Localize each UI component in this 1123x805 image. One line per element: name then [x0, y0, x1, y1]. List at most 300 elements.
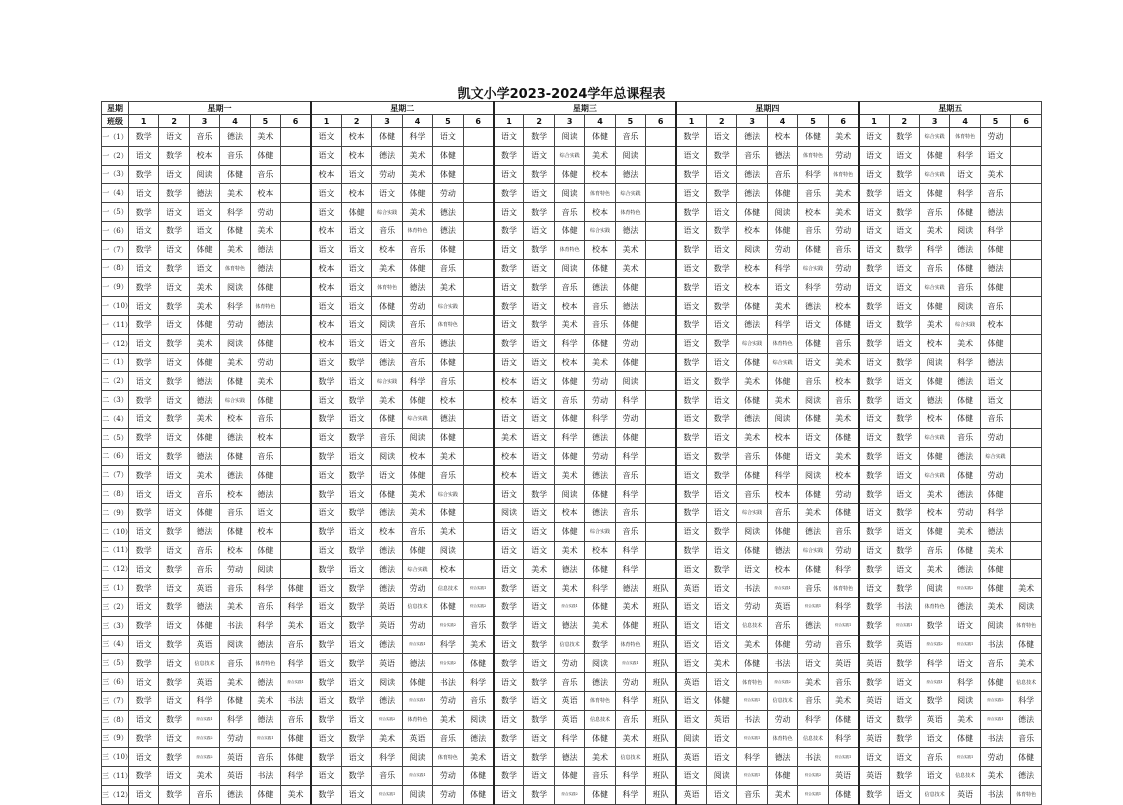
lesson-cell: 语文: [889, 466, 919, 485]
lesson-cell: [281, 315, 311, 334]
lesson-cell: 美术: [980, 597, 1010, 616]
lesson-cell: [646, 240, 676, 259]
lesson-cell: 德法: [250, 259, 280, 278]
lesson-cell: 数学: [524, 165, 554, 184]
lesson-cell: 班队: [646, 785, 676, 804]
lesson-cell: 音乐: [980, 409, 1010, 428]
lesson-cell: 语文: [159, 278, 189, 297]
lesson-cell: 校本: [919, 334, 949, 353]
lesson-cell: 劳动: [615, 673, 645, 692]
lesson-cell: 英语: [767, 597, 797, 616]
lesson-cell: [281, 128, 311, 147]
lesson-cell: 体健: [737, 203, 767, 222]
lesson-cell: 校本: [311, 315, 341, 334]
period-number: 3: [737, 115, 767, 128]
class-label: 一（6）: [102, 221, 129, 240]
lesson-cell: 劳动: [798, 635, 828, 654]
lesson-cell: 科学: [615, 767, 645, 786]
lesson-cell: 数学: [676, 278, 706, 297]
lesson-cell: 体健: [402, 184, 432, 203]
lesson-cell: 数学: [159, 184, 189, 203]
lesson-cell: 科学: [615, 447, 645, 466]
class-label: 一（3）: [102, 165, 129, 184]
lesson-cell: 综合实践1: [281, 673, 311, 692]
lesson-cell: 语文: [341, 259, 371, 278]
lesson-cell: [646, 334, 676, 353]
lesson-cell: 音乐: [402, 334, 432, 353]
lesson-cell: 科学: [950, 673, 980, 692]
lesson-cell: 综合实践: [220, 391, 250, 410]
lesson-cell: 语文: [707, 635, 737, 654]
lesson-cell: 语文: [676, 560, 706, 579]
lesson-cell: 美术: [980, 165, 1010, 184]
lesson-cell: [463, 522, 493, 541]
lesson-cell: [463, 221, 493, 240]
lesson-cell: 体健: [737, 466, 767, 485]
lesson-cell: 音乐: [980, 654, 1010, 673]
lesson-cell: 体健: [615, 315, 645, 334]
lesson-cell: 语文: [524, 372, 554, 391]
lesson-cell: 美术: [372, 391, 402, 410]
lesson-cell: 语文: [524, 597, 554, 616]
lesson-cell: 科学: [585, 409, 615, 428]
lesson-cell: 德法: [1011, 767, 1042, 786]
lesson-cell: 语文: [341, 635, 371, 654]
lesson-cell: 数学: [707, 447, 737, 466]
lesson-cell: 信息技术: [585, 710, 615, 729]
lesson-cell: [281, 503, 311, 522]
lesson-cell: 数学: [129, 466, 159, 485]
lesson-cell: 语文: [129, 560, 159, 579]
lesson-cell: 体健: [950, 409, 980, 428]
lesson-cell: 德法: [372, 560, 402, 579]
lesson-cell: 数学: [889, 541, 919, 560]
lesson-cell: 体健: [980, 560, 1010, 579]
lesson-cell: 班队: [646, 767, 676, 786]
lesson-cell: 英语: [554, 710, 584, 729]
class-label: 一（12）: [102, 334, 129, 353]
lesson-cell: 体健: [372, 485, 402, 504]
lesson-cell: [1011, 240, 1042, 259]
lesson-cell: 德法: [798, 522, 828, 541]
lesson-cell: 语文: [494, 315, 524, 334]
lesson-cell: [646, 165, 676, 184]
lesson-cell: 音乐: [433, 372, 463, 391]
lesson-cell: 劳动: [615, 409, 645, 428]
lesson-cell: 校本: [341, 146, 371, 165]
class-label: 三（11）: [102, 767, 129, 786]
lesson-cell: [1011, 259, 1042, 278]
lesson-cell: 阅读: [798, 466, 828, 485]
lesson-cell: [281, 259, 311, 278]
lesson-cell: 语文: [707, 315, 737, 334]
lesson-cell: 体健: [980, 334, 1010, 353]
lesson-cell: 体健: [737, 391, 767, 410]
lesson-cell: 综合实践1: [828, 616, 858, 635]
lesson-cell: 综合实践: [615, 184, 645, 203]
lesson-cell: [281, 428, 311, 447]
lesson-cell: 体健: [919, 297, 949, 316]
lesson-cell: 数学: [341, 503, 371, 522]
lesson-cell: 数学: [524, 315, 554, 334]
lesson-cell: 音乐: [798, 372, 828, 391]
lesson-cell: 语文: [889, 278, 919, 297]
lesson-cell: 数学: [311, 710, 341, 729]
lesson-cell: 语文: [189, 221, 219, 240]
lesson-cell: [463, 503, 493, 522]
lesson-cell: 语文: [919, 729, 949, 748]
lesson-cell: 数学: [707, 466, 737, 485]
lesson-cell: 英语: [676, 785, 706, 804]
class-label: 三（12）: [102, 785, 129, 804]
header-day-wednesday: 星期三: [494, 102, 677, 115]
lesson-cell: 语文: [859, 315, 889, 334]
lesson-cell: 语文: [707, 748, 737, 767]
lesson-cell: 数学: [159, 146, 189, 165]
header-day-friday: 星期五: [859, 102, 1042, 115]
lesson-cell: 劳动: [737, 597, 767, 616]
lesson-cell: 综合实践1: [950, 748, 980, 767]
lesson-cell: 数学: [129, 579, 159, 598]
lesson-cell: 音乐: [919, 259, 949, 278]
lesson-cell: 德法: [433, 409, 463, 428]
lesson-cell: 语文: [798, 315, 828, 334]
lesson-cell: [646, 278, 676, 297]
lesson-cell: 语文: [494, 785, 524, 804]
lesson-cell: 语文: [129, 409, 159, 428]
lesson-cell: 校本: [250, 184, 280, 203]
lesson-cell: 科学: [615, 541, 645, 560]
lesson-cell: 语文: [889, 146, 919, 165]
lesson-cell: 数学: [889, 654, 919, 673]
class-label: 一（2）: [102, 146, 129, 165]
lesson-cell: 劳动: [980, 128, 1010, 147]
lesson-cell: 美术: [372, 729, 402, 748]
lesson-cell: 德法: [220, 128, 250, 147]
lesson-cell: 美术: [980, 541, 1010, 560]
lesson-cell: 体健: [189, 353, 219, 372]
lesson-cell: 德法: [737, 128, 767, 147]
lesson-cell: 书法: [767, 654, 797, 673]
lesson-cell: 校本: [828, 372, 858, 391]
lesson-cell: 体育特色: [828, 579, 858, 598]
lesson-cell: 校本: [585, 240, 615, 259]
lesson-cell: 阅读: [554, 259, 584, 278]
class-row: [102, 128, 1042, 147]
lesson-cell: 语文: [341, 485, 371, 504]
lesson-cell: 数学: [311, 409, 341, 428]
lesson-cell: 语文: [524, 729, 554, 748]
lesson-cell: 体健: [554, 447, 584, 466]
period-number: 1: [859, 115, 889, 128]
lesson-cell: 德法: [950, 560, 980, 579]
lesson-cell: 语文: [311, 579, 341, 598]
lesson-cell: 音乐: [220, 146, 250, 165]
lesson-cell: [646, 522, 676, 541]
lesson-cell: 科学: [919, 240, 949, 259]
lesson-cell: 校本: [311, 165, 341, 184]
lesson-cell: 阅读: [372, 315, 402, 334]
lesson-cell: 语文: [494, 635, 524, 654]
lesson-cell: 科学: [554, 334, 584, 353]
lesson-cell: 阅读: [950, 221, 980, 240]
lesson-cell: 校本: [494, 466, 524, 485]
class-row: [102, 372, 1042, 391]
lesson-cell: 音乐: [220, 579, 250, 598]
lesson-cell: 语文: [311, 466, 341, 485]
lesson-cell: 数学: [159, 221, 189, 240]
period-number: 1: [311, 115, 341, 128]
lesson-cell: 数学: [341, 767, 371, 786]
lesson-cell: [1011, 428, 1042, 447]
lesson-cell: 综合实践2: [798, 767, 828, 786]
lesson-cell: 音乐: [585, 767, 615, 786]
lesson-cell: 科学: [372, 748, 402, 767]
lesson-cell: 综合实践: [919, 128, 949, 147]
lesson-cell: 阅读: [1011, 597, 1042, 616]
lesson-cell: [646, 146, 676, 165]
lesson-cell: 体健: [250, 278, 280, 297]
lesson-cell: 数学: [159, 522, 189, 541]
lesson-cell: 班队: [646, 579, 676, 598]
lesson-cell: 数学: [676, 353, 706, 372]
lesson-cell: 阅读: [737, 240, 767, 259]
lesson-cell: 体健: [341, 203, 371, 222]
lesson-cell: 数学: [889, 165, 919, 184]
lesson-cell: 综合实践2: [463, 597, 493, 616]
lesson-cell: 综合实践: [433, 485, 463, 504]
lesson-cell: 体健: [737, 297, 767, 316]
lesson-cell: 美术: [189, 334, 219, 353]
lesson-cell: 语文: [707, 541, 737, 560]
lesson-cell: 语文: [859, 409, 889, 428]
lesson-cell: 语文: [676, 372, 706, 391]
class-row: [102, 597, 1042, 616]
lesson-cell: 语文: [676, 184, 706, 203]
lesson-cell: 德法: [950, 485, 980, 504]
lesson-cell: 德法: [250, 710, 280, 729]
lesson-cell: 美术: [585, 616, 615, 635]
lesson-cell: 数学: [159, 748, 189, 767]
lesson-cell: 语文: [707, 203, 737, 222]
period-number: 2: [889, 115, 919, 128]
period-number: 4: [220, 115, 250, 128]
lesson-cell: 体健: [767, 767, 797, 786]
class-row: [102, 635, 1042, 654]
lesson-cell: [646, 391, 676, 410]
period-number: 5: [615, 115, 645, 128]
lesson-cell: 数学: [129, 315, 159, 334]
lesson-cell: 校本: [402, 447, 432, 466]
lesson-cell: 体健: [433, 165, 463, 184]
lesson-cell: 劳动: [980, 748, 1010, 767]
lesson-cell: 科学: [828, 597, 858, 616]
lesson-cell: 数学: [341, 353, 371, 372]
lesson-cell: 美术: [433, 278, 463, 297]
class-label: 一（4）: [102, 184, 129, 203]
lesson-cell: 阅读: [554, 184, 584, 203]
lesson-cell: 音乐: [980, 184, 1010, 203]
lesson-cell: 阅读: [980, 616, 1010, 635]
class-row: [102, 503, 1042, 522]
header-day-tuesday: 星期二: [311, 102, 494, 115]
lesson-cell: 科学: [950, 353, 980, 372]
lesson-cell: 数学: [889, 579, 919, 598]
lesson-cell: 综合实践1: [950, 635, 980, 654]
class-row: [102, 315, 1042, 334]
class-label: 三（2）: [102, 597, 129, 616]
lesson-cell: 德法: [798, 297, 828, 316]
lesson-cell: 音乐: [585, 297, 615, 316]
lesson-cell: [281, 146, 311, 165]
lesson-cell: 数学: [919, 616, 949, 635]
lesson-cell: 体健: [189, 240, 219, 259]
lesson-cell: 语文: [707, 485, 737, 504]
lesson-cell: 语文: [494, 203, 524, 222]
lesson-cell: 综合实践: [372, 203, 402, 222]
lesson-cell: 体健: [980, 673, 1010, 692]
lesson-cell: 校本: [372, 522, 402, 541]
class-row: [102, 485, 1042, 504]
lesson-cell: 体健: [585, 128, 615, 147]
lesson-cell: 德法: [919, 391, 949, 410]
lesson-cell: 语文: [707, 428, 737, 447]
lesson-cell: 音乐: [402, 353, 432, 372]
lesson-cell: 数学: [859, 391, 889, 410]
lesson-cell: 语文: [707, 597, 737, 616]
lesson-cell: 数学: [859, 785, 889, 804]
lesson-cell: [281, 391, 311, 410]
lesson-cell: 美术: [433, 522, 463, 541]
lesson-cell: 体健: [798, 485, 828, 504]
lesson-cell: 德法: [372, 353, 402, 372]
lesson-cell: 体健: [919, 372, 949, 391]
lesson-cell: 英语: [828, 767, 858, 786]
lesson-cell: 美术: [585, 146, 615, 165]
lesson-cell: 体健: [737, 541, 767, 560]
lesson-cell: 班队: [646, 673, 676, 692]
lesson-cell: 数学: [919, 691, 949, 710]
lesson-cell: 德法: [615, 165, 645, 184]
lesson-cell: 体健: [220, 522, 250, 541]
class-row: [102, 785, 1042, 804]
lesson-cell: 数学: [707, 146, 737, 165]
lesson-cell: 数学: [494, 297, 524, 316]
class-label: 一（5）: [102, 203, 129, 222]
lesson-cell: 综合实践: [554, 146, 584, 165]
lesson-cell: [646, 184, 676, 203]
lesson-cell: 语文: [980, 391, 1010, 410]
lesson-cell: 综合实践1: [980, 710, 1010, 729]
lesson-cell: 语文: [341, 278, 371, 297]
lesson-cell: 美术: [980, 767, 1010, 786]
class-row: [102, 240, 1042, 259]
lesson-cell: 校本: [767, 560, 797, 579]
lesson-cell: 语文: [341, 560, 371, 579]
lesson-cell: 美术: [402, 203, 432, 222]
lesson-cell: 阅读: [220, 334, 250, 353]
lesson-cell: 数学: [889, 767, 919, 786]
lesson-cell: 体健: [281, 729, 311, 748]
lesson-cell: 美术: [189, 466, 219, 485]
lesson-cell: 音乐: [250, 409, 280, 428]
lesson-cell: 综合实践2: [433, 654, 463, 673]
lesson-cell: 班队: [646, 654, 676, 673]
lesson-cell: 语文: [341, 221, 371, 240]
lesson-cell: 科学: [220, 203, 250, 222]
lesson-cell: [463, 184, 493, 203]
lesson-cell: 语文: [676, 767, 706, 786]
lesson-cell: 语文: [707, 729, 737, 748]
lesson-cell: 语文: [889, 391, 919, 410]
lesson-cell: 数学: [494, 334, 524, 353]
lesson-cell: 语文: [859, 128, 889, 147]
lesson-cell: 综合实践1: [402, 635, 432, 654]
lesson-cell: 德法: [372, 503, 402, 522]
lesson-cell: 德法: [798, 616, 828, 635]
lesson-cell: 综合实践1: [737, 729, 767, 748]
lesson-cell: [1011, 184, 1042, 203]
lesson-cell: 数学: [129, 128, 159, 147]
period-number: 4: [767, 115, 797, 128]
lesson-cell: 美术: [463, 635, 493, 654]
period-number: 6: [646, 115, 676, 128]
lesson-cell: 科学: [950, 184, 980, 203]
lesson-cell: 数学: [494, 221, 524, 240]
lesson-cell: 语文: [676, 691, 706, 710]
lesson-cell: 美术: [828, 409, 858, 428]
class-label: 三（10）: [102, 748, 129, 767]
lesson-cell: 语文: [341, 240, 371, 259]
lesson-cell: 校本: [433, 391, 463, 410]
lesson-cell: 语文: [524, 334, 554, 353]
lesson-cell: 体健: [828, 785, 858, 804]
lesson-cell: 美术: [189, 409, 219, 428]
lesson-cell: [281, 184, 311, 203]
lesson-cell: 美术: [402, 165, 432, 184]
lesson-cell: 语文: [494, 485, 524, 504]
lesson-cell: 语文: [159, 485, 189, 504]
lesson-cell: 数学: [707, 372, 737, 391]
lesson-cell: 德法: [585, 428, 615, 447]
lesson-cell: 语文: [524, 767, 554, 786]
lesson-cell: [1011, 165, 1042, 184]
lesson-cell: 体健: [950, 729, 980, 748]
lesson-cell: 美术: [585, 748, 615, 767]
lesson-cell: 美术: [950, 334, 980, 353]
lesson-cell: 德法: [737, 165, 767, 184]
lesson-cell: 音乐: [615, 710, 645, 729]
lesson-cell: 德法: [950, 372, 980, 391]
lesson-cell: 德法: [980, 203, 1010, 222]
lesson-cell: 英语: [859, 654, 889, 673]
lesson-cell: 综合实践2: [372, 710, 402, 729]
period-number: 5: [980, 115, 1010, 128]
lesson-cell: 英语: [554, 691, 584, 710]
lesson-cell: 德法: [189, 597, 219, 616]
lesson-cell: 书法: [433, 673, 463, 692]
lesson-cell: 音乐: [281, 635, 311, 654]
lesson-cell: 数学: [311, 522, 341, 541]
lesson-cell: 数学: [889, 240, 919, 259]
class-row: [102, 691, 1042, 710]
lesson-cell: 语文: [159, 541, 189, 560]
lesson-cell: 数学: [129, 503, 159, 522]
class-row: [102, 767, 1042, 786]
lesson-cell: 美术: [828, 184, 858, 203]
lesson-cell: 音乐: [950, 278, 980, 297]
lesson-cell: 体健: [798, 334, 828, 353]
